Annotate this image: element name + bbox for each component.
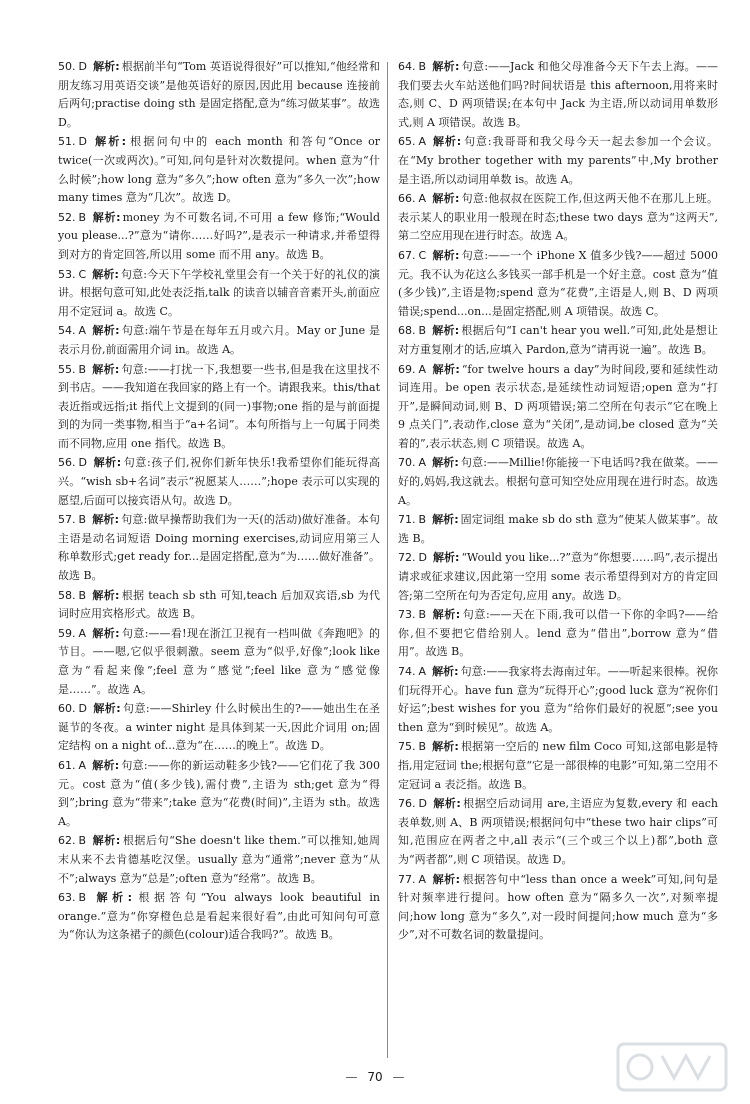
explanation-text: 根据前半句“Tom 英语说得很好”可以推知,“他经常和朋友练习用英语交谈”是他英语好的原因,因此用 because 连接前后两句;practise doing sth 是固定搭配,意为“练习做某事”。故选 D。 (58, 60, 380, 129)
explanation-label: 解析: (92, 362, 120, 376)
explanation-label: 解析: (432, 192, 460, 206)
question-number: 73. (398, 608, 416, 622)
answer-letter: B (418, 60, 427, 73)
answer-letter: D (78, 135, 87, 149)
question-number: 70. (398, 456, 416, 470)
answer-entry (398, 871, 718, 945)
watermark-logo-graphic (612, 1038, 732, 1096)
explanation-label: 解析: (432, 248, 460, 262)
answer-entry (58, 322, 380, 359)
explanation-text: 句意:——你的新运动鞋多少钱?——它们花了我 300 元。cost 意为“值(多少钱),需付费”,主语为 sth;get 意为“得到”;bring 意为“带来”;take 意为“花费(时间)”,主语为 sth。故选 A。 (58, 758, 380, 828)
explanation-text: 根据问句中的 each month 和答句“Once or twice(一次或两次)。”可知,问句是针对次数提问。when 意为“什么时候”;how long 意为“多久”;how often 意为“多久一次”;how many times 意为“几次”。故选 D。 (58, 135, 380, 205)
explanation-text: 固定词组 make sb do sth 意为“使某人做某事”。故选 B。 (398, 513, 718, 545)
question-number: 64. (398, 60, 416, 73)
explanation-text: “for twelve hours a day”为时间段,要和延续性动词连用。be open 表示状态,是延续性动词短语;open 意为“打开”,是瞬间动词,则 B、D 两项错误;第二空所在句表示“它在晚上 9 点关门”,表动作,close 意为“关闭”,是动词,be closed 意为“关着的”,表示状态,则 C 项错误。故选 A。 (398, 362, 718, 450)
answer-entry (58, 266, 380, 322)
question-number: 59. (58, 626, 76, 640)
explanation-text: 根据后句“She doesn't like them.”可以推知,她周末从来不去肯德基吃汉堡。usually 意为“通常”;never 意为“从不”;always 意为“总是”;often 意为“经常”。故选 B。 (58, 834, 380, 885)
explanation-text: 句意:他叔叔在医院工作,但这两天他不在那儿上班。表示某人的职业用一般现在时态;these two days 意为“这两天”,第二空应用现在进行时态。故选 A。 (398, 192, 718, 243)
answer-entry (58, 700, 380, 756)
question-number: 57. (58, 513, 76, 527)
explanation-text: 句意:——打扰一下,我想要一些书,但是我在这里找不到书店。——我知道在我回家的路上有一个。请跟我来。this/that 表近指或远指;it 指代上文提到的(同一)事物;one 指的是与前面提到的为同一类事物,相当于“a+名词”。本句所指与上一句属于同类而不同物,应用 one 指代。故选 B。 (58, 362, 381, 450)
answer-entry (398, 454, 718, 510)
question-number: 51. (58, 135, 76, 149)
right-column (398, 58, 718, 946)
explanation-text: 根据答句“You always look beautiful in orange.”意为“你穿橙色总是看起来很好看”,由此可知问句可意为“你认为这条裙子的颜色(colour)适合我吗?”。故选 B。 (58, 891, 380, 942)
answer-entry (398, 606, 718, 662)
left-column (58, 58, 380, 946)
answer-entry (58, 209, 380, 265)
answer-letter: C (418, 248, 427, 262)
explanation-label: 解析: (92, 758, 120, 772)
answer-entry (398, 322, 718, 359)
explanation-label: 解析: (92, 210, 121, 224)
explanation-text: 句意:——我家将去海南过年。——听起来很棒。祝你们玩得开心。have fun 意为“玩得开心”;good luck 意为“祝你们好运”;best wishes for you 意为“给你们最好的祝愿”;see you then 意为“到时候见”。故选 A。 (398, 665, 718, 734)
explanation-label: 解析: (432, 665, 459, 678)
column-divider (387, 62, 388, 1058)
question-number: 56. (58, 456, 76, 470)
explanation-label: 解析: (92, 324, 120, 338)
explanation-label: 解析: (432, 456, 459, 470)
explanation-label: 解析: (432, 362, 460, 376)
explanation-text: 根据第一空后的 new film Coco 可知,这部电影是特指,用定冠词 the;根据句意“它是一部很棒的电影”可知,第二空用不定冠词 a 表泛指。故选 B。 (398, 740, 718, 791)
answer-letter: B (78, 891, 87, 905)
question-number: 77. (398, 872, 416, 886)
explanation-text: 根据答句中“less than once a week”可知,问句是针对频率进行提问。how often 意为“隔多久一次”,对频率提问;how long 意为“多久”,对一段时间提问;how much 意为“多少”,对不可数名词的数量提问。 (398, 872, 718, 942)
answer-letter: D (418, 551, 427, 565)
watermark-logo (612, 1038, 732, 1096)
explanation-label: 解析: (432, 797, 461, 811)
answer-letter: B (78, 362, 87, 376)
explanation-label: 解析: (92, 135, 126, 149)
answer-entry (398, 795, 718, 869)
explanation-text: 句意:我哥哥和我父母今天一起去参加一个会议。在“My brother together with my parents”中,My brother 是主语,所以动词用单数 is。故选 A。 (398, 135, 718, 186)
explanation-label: 解析: (432, 324, 460, 338)
explanation-text: 根据后句“I can't hear you well.”可知,此处是想让对方重复刚才的话,应填入 Pardon,意为“请再说一遍”。故选 B。 (398, 324, 718, 356)
question-number: 63. (58, 891, 76, 905)
answer-entry (398, 58, 718, 132)
answer-entry (398, 738, 718, 794)
explanation-text: 句意:——Jack 和他父母准备今天下午去上海。——我们要去火车站送他们吗?时间状语是 this afternoon,用将来时态,则 C、D 两项错误;在本句中 Jack 为主语,所以动词用单数形式,则 A 项错误。故选 B。 (398, 60, 718, 129)
answer-letter: B (418, 740, 427, 754)
explanation-label: 解析: (432, 872, 461, 886)
answer-letter: D (78, 60, 87, 73)
answer-letter: D (418, 797, 427, 811)
explanation-text: 句意:——Shirley 什么时候出生的?——她出生在圣诞节的冬夜。a winter night 是具体到某一天,因此介词用 on;固定结构 on a night of...意为“在……的晚上”。故选 D。 (58, 702, 380, 753)
answer-entry (58, 454, 380, 510)
question-number: 71. (398, 513, 416, 527)
answer-entry (58, 832, 380, 888)
question-number: 53. (58, 267, 76, 281)
question-number: 74. (398, 665, 416, 678)
answer-entry (398, 663, 718, 737)
question-number: 72. (398, 551, 416, 565)
explanation-text: 句意:做早操帮助我们为一天(的活动)做好准备。本句主语是动名词短语 Doing morning exercises,动词应用第三人称单数形式;get ready for...是固定搭配,意为“为……做好准备”。故选 B。 (58, 513, 380, 583)
answer-letter: A (78, 758, 87, 772)
explanation-text: 根据 teach sb sth 可知,teach 后加双宾语,sb 为代词时应用宾格形式。故选 B。 (58, 588, 380, 621)
answer-letter: A (418, 192, 427, 206)
question-number: 68. (398, 324, 416, 338)
explanation-label: 解析: (432, 608, 461, 622)
answer-entry (58, 361, 380, 454)
answer-entry (398, 361, 718, 454)
answer-entry (58, 625, 380, 699)
answer-letter: B (418, 608, 427, 622)
answer-letter: B (78, 834, 87, 848)
answer-letter: B (78, 588, 87, 602)
answer-letter: D (78, 702, 87, 716)
page-number-value: 70 (367, 1070, 383, 1084)
question-number: 67. (398, 248, 416, 262)
explanation-label: 解析: (92, 513, 120, 527)
answer-letter: B (78, 210, 87, 224)
explanation-label: 解析: (92, 588, 120, 602)
explanation-label: 解析: (432, 740, 459, 754)
question-number: 62. (58, 834, 76, 848)
page-number-dash-left: — (345, 1070, 358, 1084)
answer-entry (58, 58, 380, 132)
page-number-dash-right: — (392, 1070, 405, 1084)
answer-letter: A (78, 324, 87, 338)
question-number: 55. (58, 362, 76, 376)
answer-entry (398, 133, 718, 189)
explanation-text: 根据空后动词用 are,主语应为复数,every 和 each 表单数,则 A、B 两项错误;根据问句中“these two hair clips”可知,范围应在两者之中,all 表示“(三个或三个以上)都”,both 意为“两者都”,则 C 项错误。故选 D。 (398, 797, 718, 866)
explanation-label: 解析: (92, 456, 122, 470)
answer-entry (398, 549, 718, 605)
answer-letter: A (418, 456, 427, 470)
answer-letter: B (418, 324, 427, 338)
explanation-label: 解析: (92, 626, 120, 640)
answer-letter: B (418, 513, 427, 527)
answer-entry (58, 889, 380, 945)
explanation-text: 句意:——Millie!你能接一下电话吗?我在做菜。——好的,妈妈,我这就去。根据句意可知空处应用现在进行时态。故选 A。 (398, 456, 718, 507)
explanation-text: money 为不可数名词,不可用 a few 修饰;“Would you please...?”意为“请你……好吗?”,是表示一种请求,并希望得到对方的肯定回答,所以用 some 而不用 any。故选 B。 (58, 210, 380, 261)
answer-entry (398, 247, 718, 321)
answer-letter: A (418, 665, 427, 678)
answer-entry (398, 511, 718, 548)
explanation-label: 解析: (432, 513, 459, 527)
explanation-text: “Would you like...?”意为“你想要……吗”,表示提出请求或征求建议,因此第一空用 some 表示希望得到对方的肯定回答;第二空所在句为否定句,应用 any。故选 D。 (398, 551, 718, 602)
answer-entry (398, 190, 718, 246)
explanation-text: 句意:今天下午学校礼堂里会有一个关于好的礼仪的演讲。根据句意可知,此处表泛指,talk 的读音以辅音音素开头,前面应用不定冠词 a。故选 C。 (58, 267, 380, 318)
question-number: 50. (58, 60, 76, 73)
explanation-text: 句意:——天在下雨,我可以借一下你的伞吗?——给你,但不要把它借给别人。lend 意为“借出”,borrow 意为“借用”。故选 B。 (398, 608, 718, 659)
question-number: 65. (398, 135, 416, 149)
explanation-text: 句意:端午节是在每年五月或六月。May or June 是表示月份,前面需用介词 in。故选 A。 (58, 324, 380, 356)
explanation-label: 解析: (92, 702, 121, 716)
explanation-label: 解析: (92, 834, 121, 848)
answer-entry (58, 587, 380, 624)
explanation-label: 解析: (432, 551, 460, 565)
question-number: 76. (398, 797, 416, 811)
explanation-text: 句意:——一个 iPhone X 值多少钱?——超过 5000 元。我不认为花这么多钱买一部手机是一个好主意。cost 意为“值(多少钱)”,主语是物;spend 意为“花费”,主语是人,则 B、D 两项错误;spend...on...是固定搭配,则 A 项错误。故选 C。 (398, 248, 718, 318)
question-number: 60. (58, 702, 76, 716)
answer-letter: D (78, 456, 87, 470)
answer-letter: A (78, 626, 87, 640)
answer-entry (58, 757, 380, 831)
question-number: 52. (58, 210, 76, 224)
answer-letter: C (78, 267, 87, 281)
answer-letter: A (418, 872, 427, 886)
question-number: 75. (398, 740, 416, 754)
answer-entry (58, 133, 380, 207)
answer-letter: A (418, 135, 427, 149)
question-number: 66. (398, 192, 416, 206)
question-number: 54. (58, 324, 76, 338)
explanation-label: 解析: (432, 60, 460, 73)
question-number: 69. (398, 362, 416, 376)
explanation-label: 解析: (92, 891, 132, 905)
answer-letter: A (418, 362, 427, 376)
explanation-label: 解析: (92, 60, 120, 73)
answer-entry (58, 511, 380, 585)
explanation-label: 解析: (432, 135, 462, 149)
explanation-text: 句意:孩子们,祝你们新年快乐!我希望你们能玩得高兴。“wish sb+名词”表示“祝愿某人……”;hope 表示可以实现的愿望,后面可以接宾语从句。故选 D。 (58, 456, 381, 507)
explanation-label: 解析: (92, 267, 119, 281)
answer-letter: B (78, 513, 87, 527)
question-number: 58. (58, 588, 76, 602)
question-number: 61. (58, 758, 76, 772)
explanation-text: 句意:——看!现在浙江卫视有一档叫做《奔跑吧》的节目。——嗯,它似乎很刺激。seem 意为“似乎,好像”;look like 意为“看起来像”;feel 意为“感觉”;feel like 意为“感觉像是……”。故选 A。 (58, 626, 380, 696)
